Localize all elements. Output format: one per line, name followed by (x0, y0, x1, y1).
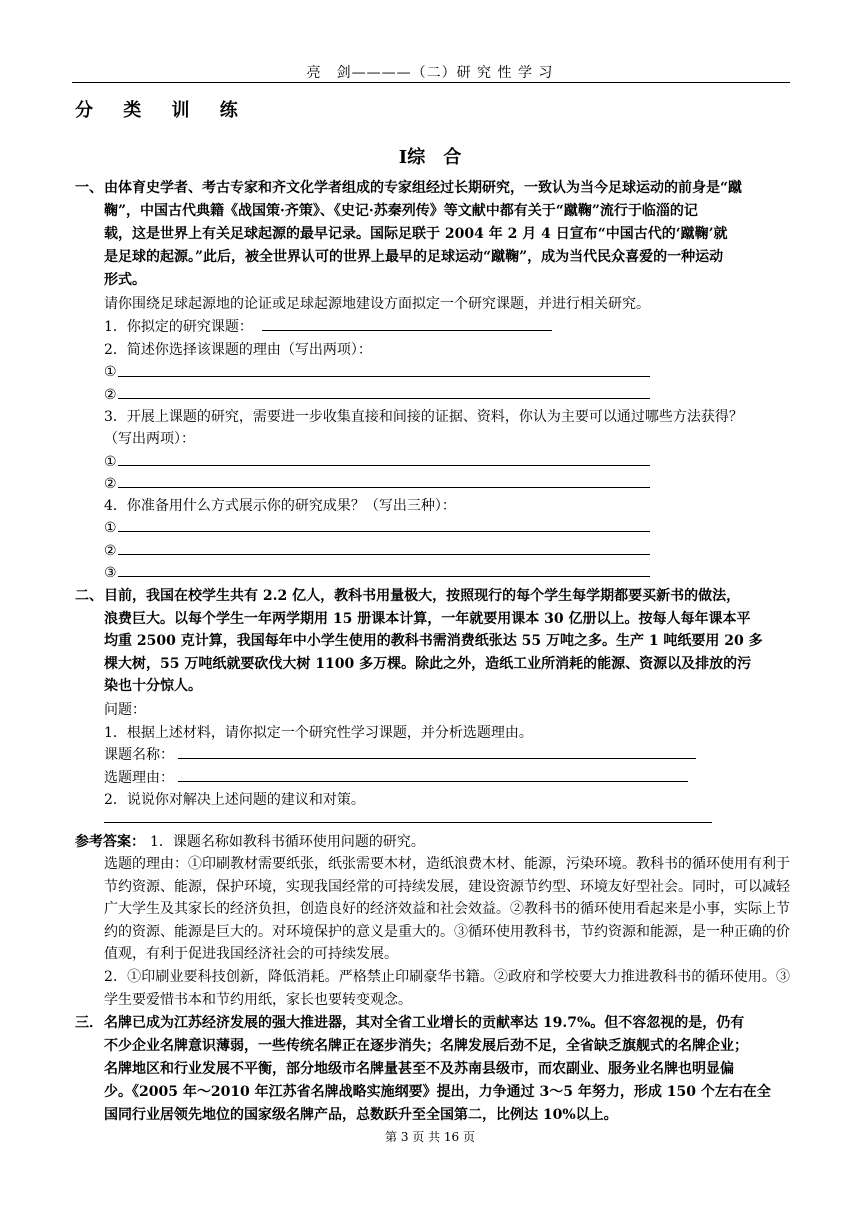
q2-text-line: 棵大树，55 万吨纸就要砍伐大树 1100 多万棵。除此之外，造纸工业所消耗的能源、资源以及排放的污 (104, 656, 752, 672)
subsection-title: Ⅰ综 合 (398, 147, 462, 168)
q1-instruction: 请你围绕足球起源地的论证或足球起源地建设方面拟定一个研究课题，并进行相关研究。 (104, 296, 650, 312)
q3-number: 三． (75, 1015, 103, 1031)
q1-part3-marker: ② (104, 476, 117, 492)
q1-part1-label: 1．你拟定的研究课题： (104, 319, 253, 335)
q1-part3-answer-line[interactable] (118, 465, 650, 466)
q1-part4-marker: ③ (104, 565, 117, 581)
q2-text-line: 目前，我国在校学生共有 2.2 亿人，教科书用量极大，按照现行的每个学生每学期都要买新书的做法， (104, 588, 741, 604)
answer-paragraph-2: 2．①印刷业要科技创新，降低消耗。严格禁止印刷豪华书籍。②政府和学校要大力推进教科书的循环使用。③学生要爱惜书本和节约用纸，家长也要转变观念。 (104, 969, 790, 1008)
q1-part3-label-cont: （写出两项）： (104, 431, 195, 447)
header-rule (72, 82, 790, 83)
q1-part2-answer-line[interactable] (118, 398, 650, 399)
q1-part2-marker: ② (104, 387, 117, 403)
q2-text-line: 染也十分惊人。 (104, 678, 202, 694)
q1-part2-label: 2．简述你选择该课题的理由（写出两项）： (104, 342, 372, 358)
q1-text-line: 形式。 (104, 272, 146, 288)
q1-part3-answer-line[interactable] (118, 487, 650, 488)
q2-text-line: 均重 2500 克计算，我国每年中小学生使用的教科书需消费纸张达 55 万吨之多。生产 1 吨纸要用 20 多 (104, 633, 763, 649)
q1-part2-answer-line[interactable] (118, 376, 650, 377)
answer-first-line: 1．课题名称如教科书循环使用问题的研究。 (150, 834, 425, 850)
q1-text-line: 是足球的起源。”此后，被全世界认可的世界上最早的足球运动“蹴鞠”，成为当代民众喜爱的一种运动 (104, 249, 724, 265)
q1-part4-answer-line[interactable] (118, 576, 650, 577)
q2-question-label: 问题： (104, 702, 146, 718)
page-header: 亮 剑————（二）研 究 性 学 习 (306, 65, 554, 81)
q2-topic-answer-line[interactable] (178, 758, 696, 759)
q3-text-line: 不少企业名牌意识薄弱，一些传统名牌正在逐步消失；名牌发展后劲不足，全省缺乏旗舰式的名牌企业； (104, 1038, 748, 1054)
answer-label: 参考答案： (75, 834, 145, 850)
q2-reason-label: 选题理由： (104, 770, 174, 786)
q1-part2-marker: ① (104, 364, 117, 380)
q2-text-line: 浪费巨大。以每个学生一年两学期用 15 册课本计算，一年就要用课本 30 亿册以上。按每人每年课本平 (104, 611, 751, 627)
q1-part4-label: 4．你准备用什么方式展示你的研究成果？（写出三种）： (104, 498, 456, 514)
q1-part3-marker: ① (104, 454, 117, 470)
q1-part4-answer-line[interactable] (118, 554, 650, 555)
q3-text-line: 国同行业居领先地位的国家级名牌产品，总数跃升至全国第二，比例达 10%以上。 (104, 1107, 618, 1123)
q1-part4-marker: ② (104, 543, 117, 559)
q3-text-line: 少。《2005 年～2010 年江苏省名牌战略实施纲要》提出，力争通过 3～5 年努力，形成 150 个左右在全 (104, 1084, 771, 1100)
answer-paragraph-1: 选题的理由：①印刷教材需要纸张，纸张需要木材，造纸浪费木材、能源，污染环境。教科书的循环使用有利于节约资源、能源，保护环境，实现我国经常的可持续发展，建设资源节约型、环境友好型社会。同时，可以减轻广大学生及其家长的经济负担，创造良好的经济效益和社会效益。②教科书的循环使用看起来是小事，实际上节约的资源、能源是巨大的。对环境保护的意义是重大的。③循环使用教科书，节约资源和能源，是一种正确的价值观，有利于促进我国经济社会的可持续发展。 (104, 856, 790, 962)
q2-part2-answer-line[interactable] (104, 822, 712, 823)
page-footer: 第 3 页 共 16 页 (385, 1130, 475, 1144)
q3-text-line: 名牌已成为江苏经济发展的强大推进器，其对全省工业增长的贡献率达 19.7%。但不容忽视的是，仍有 (104, 1015, 745, 1031)
q1-text-line: 载，这是世界上有关足球起源的最早记录。国际足联于 2004 年 2 月 4 日宣布“中国古代的‘蹴鞠’就 (104, 226, 728, 242)
q1-text-line: 鞠”，中国古代典籍《战国策·齐策》、《史记·苏秦列传》等文献中都有关于“蹴鞠”流行于临淄的记 (104, 203, 698, 219)
q2-reason-answer-line[interactable] (178, 781, 688, 782)
q1-topic-answer-line[interactable] (262, 330, 552, 331)
section-title: 分 类 训 练 (75, 100, 250, 121)
q1-part3-label: 3．开展上课题的研究，需要进一步收集直接和间接的证据、资料，你认为主要可以通过哪些方法获得？ (104, 409, 743, 425)
q1-number: 一、 (75, 180, 103, 196)
q2-part1-label: 1．根据上述材料，请你拟定一个研究性学习课题，并分析选题理由。 (104, 725, 533, 741)
q1-part4-answer-line[interactable] (118, 531, 650, 532)
q1-text-line: 由体育史学者、考古专家和齐文化学者组成的专家组经过长期研究，一致认为当今足球运动的前身是“蹴 (104, 180, 743, 196)
q2-number: 二、 (75, 588, 103, 604)
q3-text-line: 名牌地区和行业发展不平衡，部分地级市名牌量甚至不及苏南县级市，而农副业、服务业名牌也明显偏 (104, 1061, 734, 1077)
q2-part2-label: 2．说说你对解决上述问题的建议和对策。 (104, 792, 365, 808)
q2-topic-label: 课题名称： (104, 747, 174, 763)
q1-part4-marker: ① (104, 520, 117, 536)
